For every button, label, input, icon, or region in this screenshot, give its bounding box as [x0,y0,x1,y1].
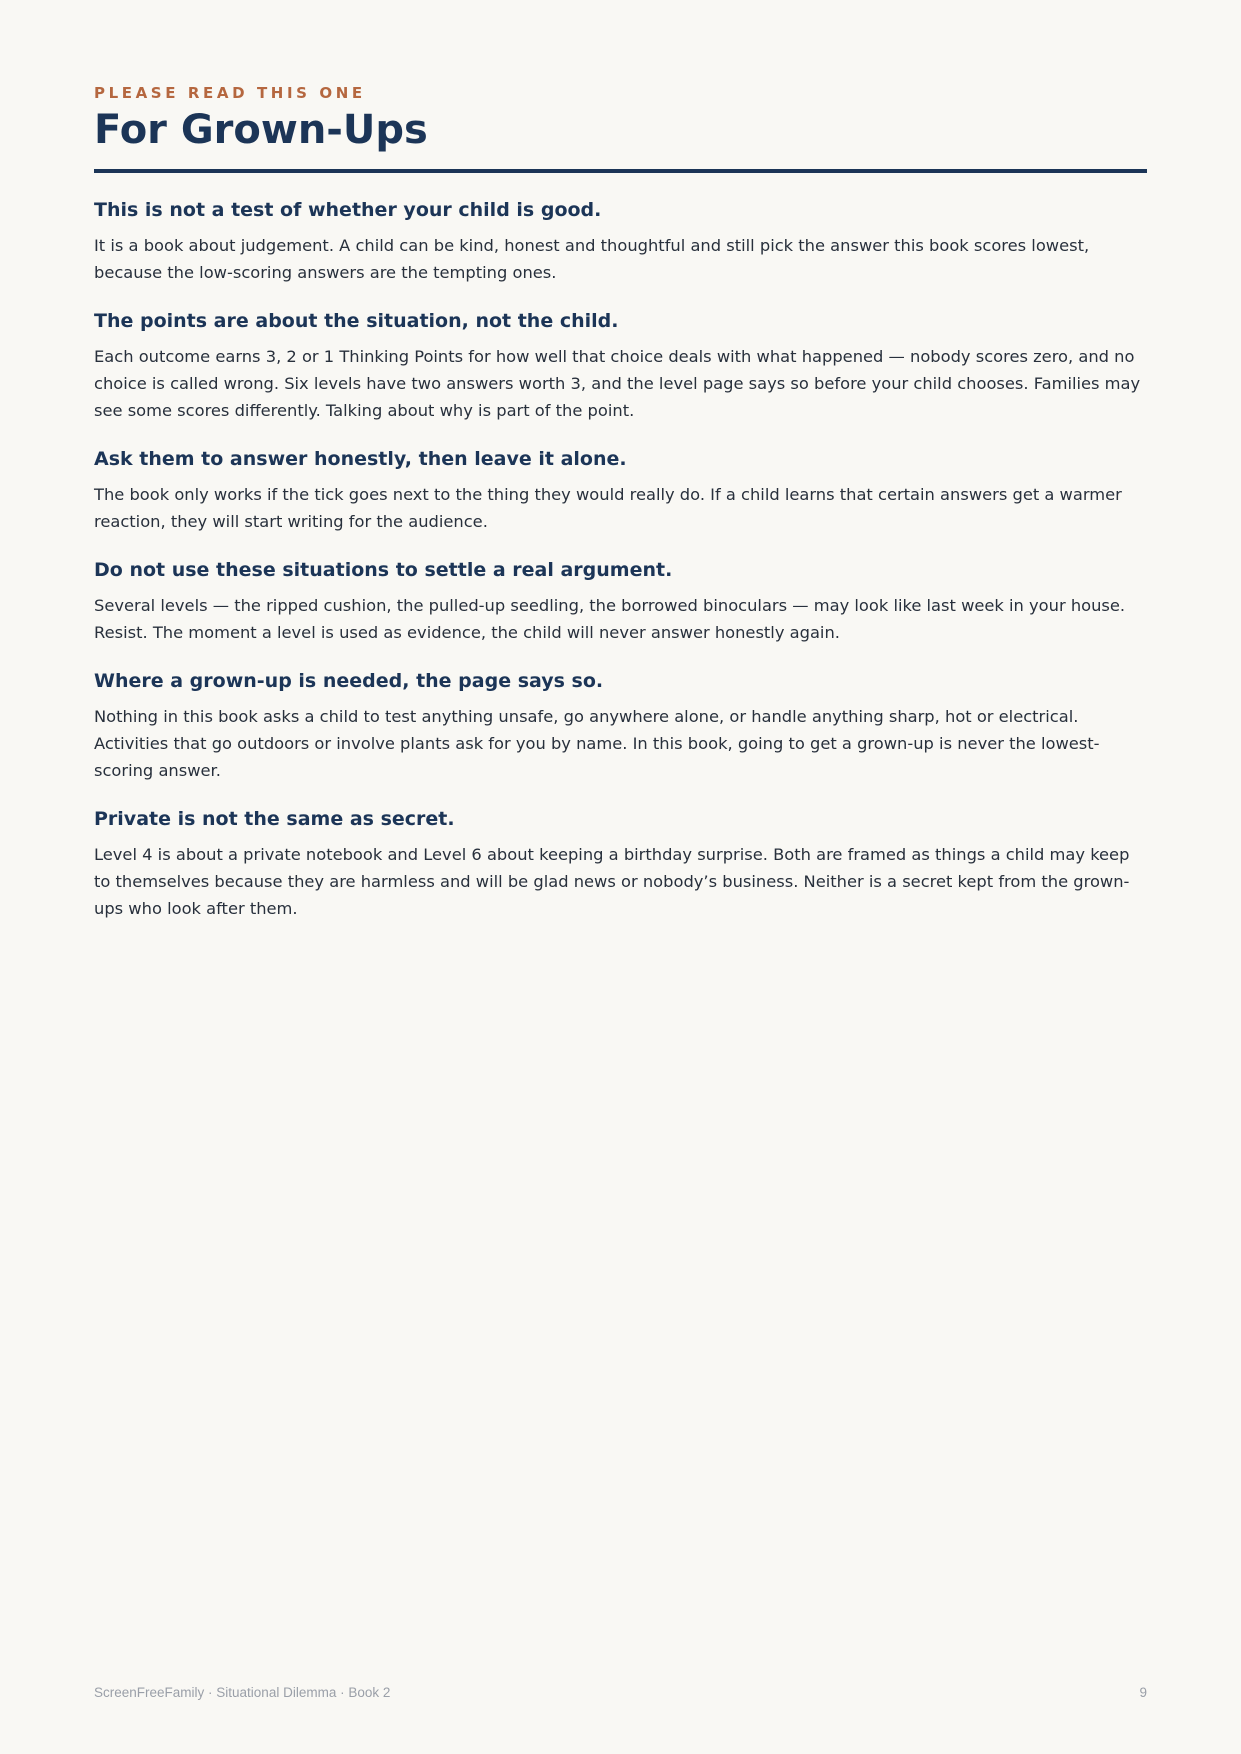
title-divider [94,169,1147,173]
section-heading: Where a grown-up is needed, the page says so. [94,670,604,692]
section-body: Level 4 is about a private notebook and Level 6 about keeping a birthday surprise. Both are framed as things a child may keep to themselves because they are harmless and will be glad news or nobody’s business. Neither is a secret kept from the grown-ups who look after them. [94,845,1130,918]
section-heading: Do not use these situations to settle a real argument. [94,559,673,581]
section-body: The book only works if the tick goes next to the thing they would really do. If a child learns that certain answers get a warmer reaction, they will start writing for the audience. [94,485,1122,531]
section-body: Nothing in this book asks a child to test anything unsafe, go anywhere alone, or handle anything sharp, hot or electrical. Activities that go outdoors or involve plants ask for you by name. In this book, going to get a grown-up is never the lowest-scoring answer. [94,707,1100,780]
guidance-sections [94,196,1147,943]
section-private-not-secret [94,805,1147,922]
section-not-a-test [94,196,1147,286]
section-grown-up-needed [94,667,1147,784]
page-eyebrow: PLEASE READ THIS ONE [94,84,366,102]
section-heading: Ask them to answer honestly, then leave it alone. [94,448,627,470]
page-title: For Grown-Ups [94,107,428,153]
section-answer-honestly [94,445,1147,535]
section-heading: This is not a test of whether your child is good. [94,199,602,221]
section-points [94,307,1147,424]
page-number: 9 [1139,1685,1147,1700]
section-body: Several levels — the ripped cushion, the pulled-up seedling, the borrowed binoculars — may look like last week in your house. Resist. The moment a level is used as evidence, the child will never answer honestly again. [94,596,1126,642]
section-heading: Private is not the same as secret. [94,808,455,830]
section-body: Each outcome earns 3, 2 or 1 Thinking Points for how well that choice deals with what happened — nobody scores zero, and no choice is called wrong. Six levels have two answers worth 3, and the level page says so before your child chooses. Families may see some scores differently. Talking about why is part of the point. [94,347,1141,420]
section-body: It is a book about judgement. A child can be kind, honest and thoughtful and still pick the answer this book scores lowest, because the low-scoring answers are the tempting ones. [94,236,1090,282]
section-heading: The points are about the situation, not the child. [94,310,619,332]
footer-series-title: ScreenFreeFamily · Situational Dilemma · Book 2 [94,1685,391,1700]
section-real-argument [94,556,1147,646]
